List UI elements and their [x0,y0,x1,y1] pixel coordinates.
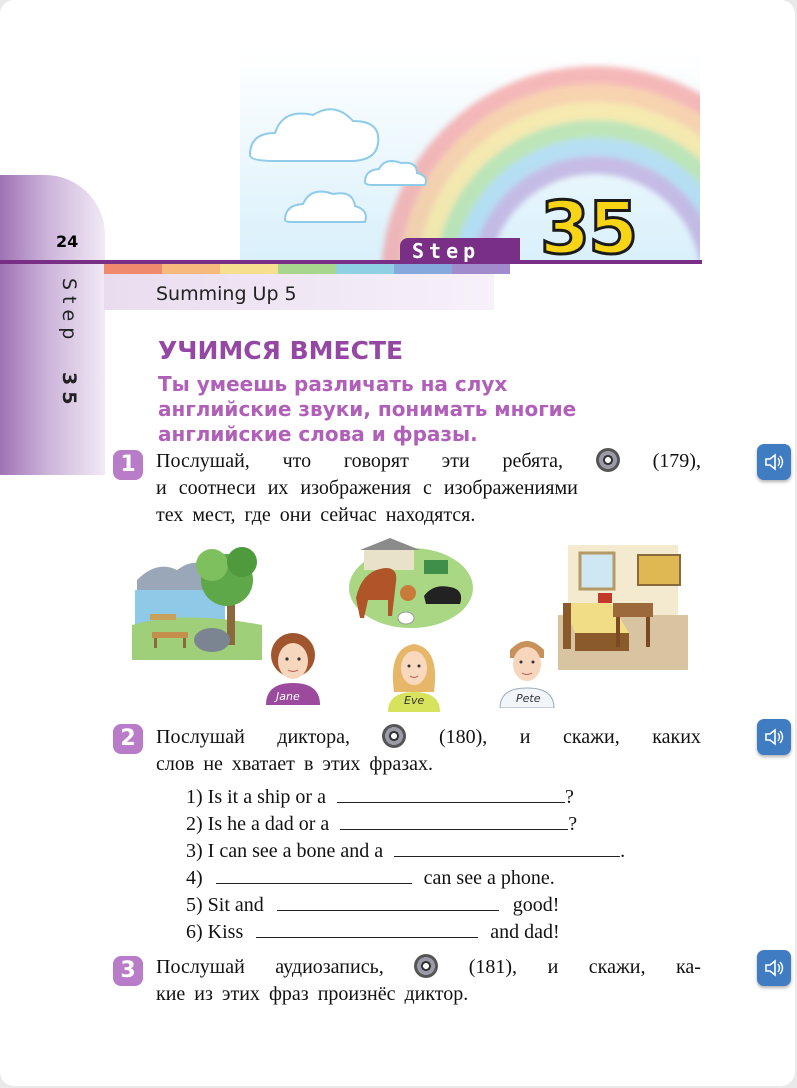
word: Послушай, [156,450,250,472]
sentence-end: ? [568,813,578,835]
color-strip-segment [336,264,394,274]
sentence-5 [186,890,559,917]
word: сейчас [320,504,377,526]
word: из [194,983,213,1005]
word: диктора, [277,726,350,748]
word: эти [441,450,470,472]
audio-speaker-icon [764,958,784,978]
word: фраз [268,983,309,1005]
character-label-pete: Pete [516,692,541,705]
track-number: (180), [438,726,488,748]
word: фразах. [369,753,434,775]
answer-blank[interactable] [337,782,565,803]
exercise-number: 3 [113,956,143,986]
word: они [279,504,312,526]
word: кие [156,983,186,1005]
exercise-number: 2 [113,724,143,754]
word: диктор. [404,983,469,1005]
sentence-text: 1) Is it a ship or a [186,786,326,808]
step-number: 35 [540,186,637,270]
word: каких [652,726,701,748]
word: ребята, [502,450,564,472]
answer-blank[interactable] [340,809,568,830]
subtitle-line: Ты умеешь различать на слух [158,372,508,396]
track-number: (181), [468,956,518,978]
park-lake-illustration [132,540,267,660]
color-strip-segment [220,264,278,274]
word: не [203,753,223,775]
word: скажи, [588,956,646,978]
audio-speaker-icon [764,727,784,747]
sentence-6 [186,917,560,944]
color-strip-segment [104,264,162,274]
word: и [519,726,531,748]
sentence-text: 6) Kiss [186,921,244,943]
word: аудиозапись, [275,956,384,978]
sentence-end: good! [512,894,560,916]
exercise-number: 1 [113,450,143,480]
sentence-2 [186,809,577,836]
audio-button[interactable] [757,719,791,755]
cd-disc-icon [414,954,438,978]
color-strip-segment [394,264,452,274]
sentence-text: 3) I can see a bone and a [186,840,384,862]
vertical-step-word: Step [58,278,80,346]
exercise-line [156,475,701,502]
word: этих [221,983,260,1005]
color-strip-segment [452,264,510,274]
vertical-step-number: 35 [58,371,80,411]
color-strip-segment [162,264,220,274]
word: Послушай [156,956,245,978]
sentence-1 [186,782,574,809]
sentence-end: . [620,840,626,862]
answer-blank[interactable] [256,917,478,938]
exercise-1-text [156,448,701,529]
subtitle-line: английские слова и фразы. [158,422,478,446]
color-strip [104,264,510,274]
word: где [244,504,271,526]
subtitle-line: английские звуки, понимать многие [158,397,577,421]
word: и [547,956,559,978]
audio-button[interactable] [757,950,791,986]
sentence-end: and dad! [490,921,560,943]
exercise-line-text: и соотнеси их изображения с изображениями [156,477,578,499]
character-label-jane: Jane [276,690,300,703]
word: что [282,450,312,472]
word: этих [322,753,361,775]
answer-blank[interactable] [394,836,620,857]
vertical-step-label [50,278,80,410]
exercise-line [156,502,701,529]
track-number: (179), [652,450,701,472]
exercise-2-text [156,724,701,778]
step-word: Step [412,239,481,263]
audio-button[interactable] [757,444,791,480]
exercise-line [156,751,701,778]
word: говорят [343,450,409,472]
cd-disc-icon [596,448,620,472]
lesson-title: УЧИМСЯ ВМЕСТЕ [158,336,404,365]
exercise-line [156,981,701,1008]
exercise-3-text [156,954,701,1008]
bedroom-illustration [558,545,688,670]
farm-illustration [346,538,476,630]
word: тех [156,504,184,526]
sentence-text: 5) Sit and [186,894,264,916]
sentence-3 [186,836,625,863]
sentence-4 [186,863,555,890]
word: скажи, [563,726,620,748]
cd-disc-icon [382,724,406,748]
sentence-text: 2) Is he a dad or a [186,813,330,835]
word: хватает [231,753,295,775]
word: в [303,753,314,775]
word: находятся. [385,504,476,526]
sentence-text: 4) [186,867,203,889]
word: слов [156,753,195,775]
answer-blank[interactable] [277,890,499,911]
word: мест, [192,504,236,526]
sentence-end: can see a phone. [423,867,555,889]
lesson-subtitle [158,372,658,447]
word: произнёс [317,983,396,1005]
answer-blank[interactable] [216,863,412,884]
color-strip-segment [278,264,336,274]
sentence-end: ? [564,786,574,808]
audio-speaker-icon [764,452,784,472]
character-label-eve: Eve [404,694,425,707]
word: Послушай [156,726,245,748]
section-title: Summing Up 5 [156,283,297,305]
word: ка- [676,956,701,978]
page-number: 24 [56,232,79,251]
